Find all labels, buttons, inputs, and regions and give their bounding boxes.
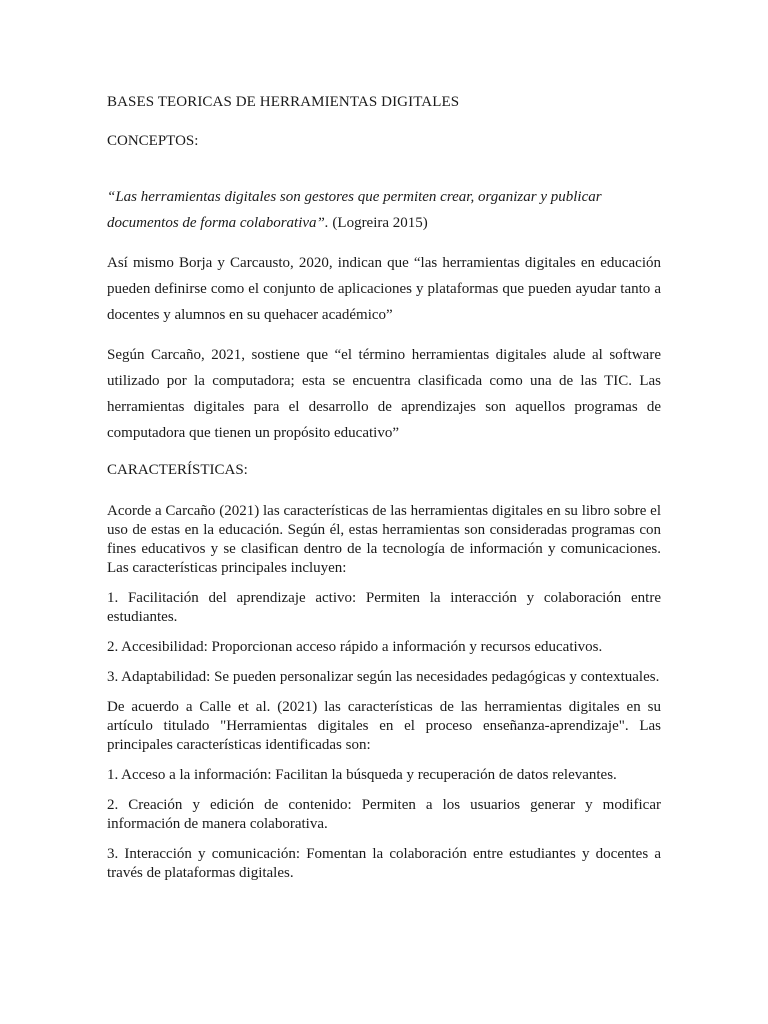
quote-paragraph [107,184,661,236]
paragraph-carcano: Según Carcaño, 2021, sostiene que “el término herramientas digitales alude al software utilizado por la computadora; esta se encuentra clasificada como una de las TIC. Las herramientas digitales para el desarrollo de aprendizajes son aquellos programas de computadora que tienen un propósito educativo” [107,347,661,441]
quote-citation: (Logreira 2015) [328,215,428,231]
section-heading-caracteristicas: CARACTERÍSTICAS: [107,462,248,478]
paragraph-borja: Así mismo Borja y Carcausto, 2020, indican que “las herramientas digitales en educación pueden definirse como el conjunto de aplicaciones y plataformas que pueden ayudar tanto a docentes y alumnos en su quehacer académico” [107,255,661,323]
list2-item: 1. Acceso a la información: Facilitan la búsqueda y recuperación de datos relevantes. [107,767,617,783]
list1-item: 3. Adaptabilidad: Se pueden personalizar según las necesidades pedagógicas y contextuales. [107,669,660,685]
paragraph-calle: De acuerdo a Calle et al. (2021) las características de las herramientas digitales en su artículo titulado "Herramientas digitales en el proceso enseñanza-aprendizaje". Las principales características identificadas son: [107,699,661,753]
list1-item: 1. Facilitación del aprendizaje activo: Permiten la interacción y colaboración entre estudiantes. [107,590,661,625]
list2-item: 2. Creación y edición de contenido: Permiten a los usuarios generar y modificar información de manera colaborativa. [107,797,661,832]
paragraph-acorde: Acorde a Carcaño (2021) las características de las herramientas digitales en su libro sobre el uso de estas en la educación. Según él, estas herramientas son consideradas programas con fines educativos y se clasifican dentro de la tecnología de información y comunicaciones. Las características principales incluyen: [107,503,661,576]
quote-text: “Las herramientas digitales son gestores que permiten crear, organizar y publicar documentos de forma colaborativa”. [107,189,602,231]
document-page [107,92,661,894]
section-heading-conceptos: CONCEPTOS: [107,133,199,149]
document-title: BASES TEORICAS DE HERRAMIENTAS DIGITALES [107,94,460,110]
list1-item: 2. Accesibilidad: Proporcionan acceso rápido a información y recursos educativos. [107,639,603,655]
list2-item: 3. Interacción y comunicación: Fomentan la colaboración entre estudiantes y docentes a través de plataformas digitales. [107,846,661,881]
